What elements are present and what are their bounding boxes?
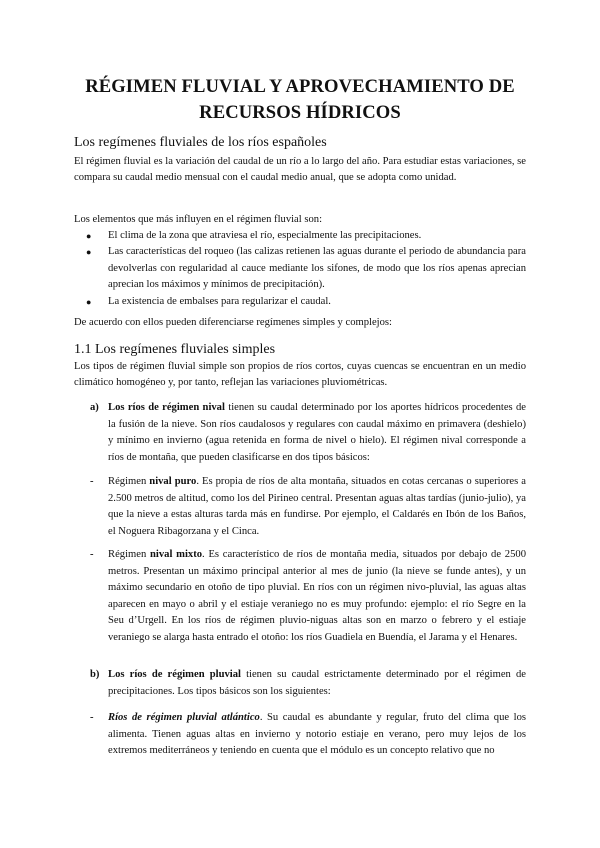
dash-marker: -: [90, 712, 94, 723]
title-line-1: RÉGIMEN FLUVIAL Y APROVECHAMIENTO DE: [85, 76, 515, 97]
section-heading-simple: 1.1 Los regímenes fluviales simples: [74, 342, 276, 357]
item-marker: a): [90, 402, 99, 413]
bullet-icon: ●: [86, 247, 92, 258]
factors-lead: Los elementos que más influyen en el régimen fluvial son:: [74, 214, 323, 225]
intro-paragraph: El régimen fluvial es la variación del caudal de un río a lo largo del año. Para estudiar estas variaciones, se compara su caudal medio mensual con el caudal medio anual, que se adopta como unidad.: [74, 156, 526, 184]
item-b-pluvial: b) Los ríos de régimen pluvial tienen su caudal estrictamente determinado por el régimen de precipitaciones. Los tipos básicos son los siguientes:: [90, 669, 526, 697]
list-item: ● Las características del roqueo (las calizas retienen las aguas durante el periodo de abundancia para devolverlas con regularidad al cauce mediante los sifones, de modo que los ríos apenas aprecian aprecian los máximos y mínimos de precipitación).: [86, 246, 526, 291]
bullet-icon: ●: [86, 296, 92, 307]
item-marker: b): [90, 669, 100, 680]
item-a-nival: a) Los ríos de régimen nival tienen su caudal determinado por los aportes hídricos procedentes de la fusión de la nieve. Son ríos caudalosos y regulares con caudal máximo en primavera (deshielo) y mínimo en invierno (agua retenida en forma de nivel o hielo). El régimen nival corresponde a ríos de montaña, que pueden clasificarse en dos tipos básicos:: [90, 402, 526, 463]
factors-list: [74, 228, 526, 310]
section-heading-regimes: Los regímenes fluviales de los ríos españoles: [74, 135, 327, 150]
item-term: nival puro: [149, 476, 197, 487]
dash-marker: -: [90, 549, 94, 560]
document-title: [60, 74, 540, 126]
simple-intro-paragraph: Los tipos de régimen fluvial simple son propios de ríos cortos, cuyas cuencas se encuentran en un medio climático homogéneo y, por tanto, reflejan las variaciones pluviométricas.: [74, 361, 526, 389]
item-lead: Los ríos de régimen pluvial: [108, 669, 241, 680]
dash-item-nival-mixto: - Régimen nival mixto. Es característico de ríos de montaña media, situados por debajo de 2500 metros. Presentan un máximo principal anterior al mes de junio (la nieve se funde antes), y un máximo secundario en otoño de tipo pluvial. En ríos con un régimen nivo-pluvial, las aguas altas aparecen en mayo o abril y el estiaje veraniego no es muy profundo: ejemplo: el río Segre en la Seu d’Urgell. En los ríos de régimen pluvio-niguas altas son en marzo o febrero y el estiaje veraniego se alarga hasta entrado el otoño: los ríos Guadiela en Buendía, el Jarama y el Henares.: [90, 549, 526, 643]
bullet-icon: ●: [86, 231, 92, 241]
dash-item-pluvial-atlantico: - Ríos de régimen pluvial atlántico. Su caudal es abundante y regular, fruto del clima que los alimenta. Tienen aguas altas en invierno y notorio estiaje en verano, pero muy lejos de los extremos mediterráneos y teniendo en cuenta que el módulo es un concepto relativo que no: [90, 712, 526, 757]
dash-marker: -: [90, 476, 94, 487]
list-item: ● El clima de la zona que atraviesa el río, especialmente las precipitaciones.: [74, 228, 526, 244]
title-line-2: RECURSOS HÍDRICOS: [199, 102, 401, 123]
closing-paragraph: De acuerdo con ellos pueden diferenciarse regímenes simples y complejos:: [74, 317, 392, 328]
dash-item-nival-puro: - Régimen nival puro. Es propia de ríos de alta montaña, situados en cotas cercanas o superiores a 2.500 metros de altitud, como los del Pirineo central. Presentan aguas altas tardías (junio-julio), ya que la nieve a estas alturas tarda más en fundirse. Por ejemplo, el Caldarés en Ibón de los Baños, el Noguera Ribagorzana y el Cinca.: [90, 476, 526, 537]
list-item: ● La existencia de embalses para regularizar el caudal.: [74, 294, 526, 310]
item-term: nival mixto: [150, 549, 203, 560]
item-lead: Los ríos de régimen nival: [108, 402, 225, 413]
item-term: Ríos de régimen pluvial atlántico: [108, 712, 260, 723]
